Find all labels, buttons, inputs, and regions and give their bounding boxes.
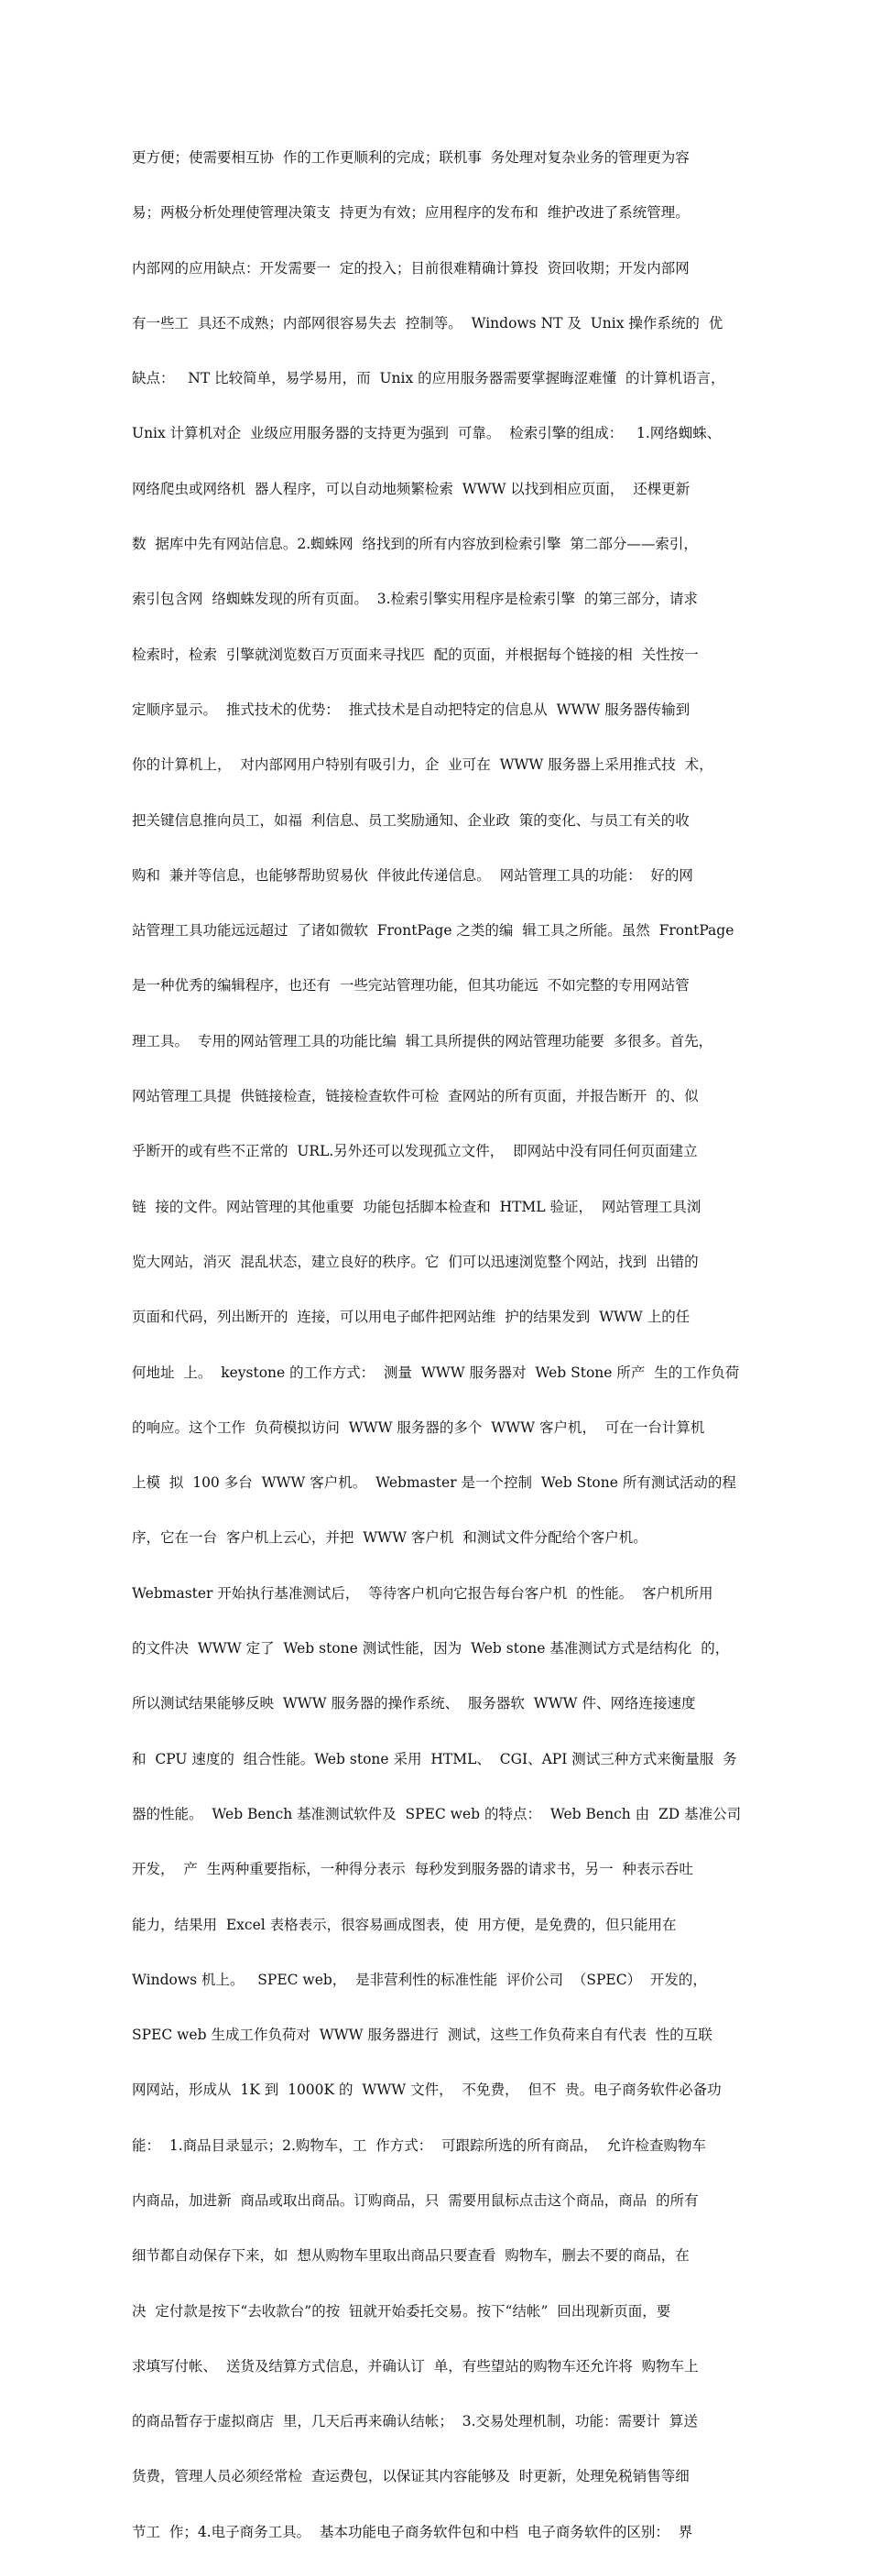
text-line: 页面和代码，列出断开的 连接，可以用电子邮件把网站维 护的结果发到 WWW 上的任 [132, 1309, 691, 1326]
text-line: 你的计算机上， 对内部网用户特别有吸引力，企 业可在 WWW 服务器上采用推式技 术， [132, 756, 713, 774]
text-line: 的响应。这个工作 负荷模拟访问 WWW 服务器的多个 WWW 客户机， 可在一台计算机 [132, 1418, 705, 1436]
text-line: 有一些工 具还不成熟；内部网很容易失去 控制等。 Windows NT 及 Unix 操作系统的 优 [132, 314, 723, 332]
text-line: 数 据库中先有网站信息。2.蜘蛛网 络找到的所有内容放到检索引擎 第二部分——索引， [132, 536, 698, 553]
text-line: 链 接的文件。网站管理的其他重要 功能包括脚本检查和 HTML 验证， 网站管理工具浏 [132, 1198, 701, 1215]
text-line: 节工 作；4.电子商务工具。 基本功能电子商务软件包和中档 电子商务软件的区别： 界 [132, 2523, 693, 2540]
text-line: 缺点： NT 比较简单，易学易用，而 Unix 的应用服务器需要掌握晦涩难懂 的计算机语言， [132, 370, 725, 387]
text-line: Unix 计算机对企 业级应用服务器的支持更为强到 可靠。 检索引擎的组成： 1.网络蜘蛛、 [132, 425, 722, 442]
text-line: 购和 兼并等信息，也能够帮助贸易伙 伴彼此传递信息。 网站管理工具的功能： 好的网 [132, 866, 693, 884]
text-line: 能： 1.商品目录显示；2.购物车，工 作方式： 可跟踪所选的所有商品， 允许检查购物车 [132, 2136, 706, 2154]
text-line: 易；两极分析处理使管理决策支 持更为有效；应用程序的发布和 维护改进了系统管理。 [132, 204, 690, 222]
text-line: 网站管理工具提 供链接检查，链接检查软件可检 查网站的所有页面，并报告断开 的、似 [132, 1088, 699, 1105]
text-line: 检索时，检索 引擎就浏览数百万页面来寻找匹 配的页面，并根据每个链接的相 关性按一 [132, 646, 699, 663]
text-line: 上模 拟 100 多台 WWW 客户机。 Webmaster 是一个控制 Web Stone 所有测试活动的程 [132, 1474, 736, 1492]
text-line: 能力，结果用 Excel 表格表示，很容易画成图表，使 用方便，是免费的，但只能用在 [132, 1916, 677, 1933]
text-line: 序，它在一台 客户机上云心，并把 WWW 客户机 和测试文件分配给个客户机。 [132, 1529, 647, 1547]
text-line: 的文件决 WWW 定了 Web stone 测试性能，因为 Web stone 基准测试方式是结构化 的， [132, 1640, 730, 1658]
text-line: SPEC web 生成工作负荷对 WWW 服务器进行 测试，这些工作负荷来自有代表 性的互联 [132, 2027, 712, 2044]
text-line: 站管理工具功能远远超过 了诸如微软 FrontPage 之类的编 辑工具之所能。虽然 FrontPage [132, 922, 734, 940]
text-line: 细节都自动保存下来，如 想从购物车里取出商品只要查看 购物车，删去不要的商品，在 [132, 2247, 690, 2265]
text-line: 网络爬虫或网络机 器人程序，可以自动地频繁检索 WWW 以找到相应页面， 还棵更新 [132, 480, 691, 497]
text-line: 把关键信息推向员工，如福 利信息、员工奖励通知、企业政 策的变化、与员工有关的收 [132, 811, 690, 829]
text-line: 更方便；使需要相互协 作的工作更顺利的完成；联机事 务处理对复杂业务的管理更为容 [132, 149, 690, 166]
text-line: 开发， 产 生两种重要指标，一种得分表示 每秒发到服务器的请求书，另一 种表示吞吐 [132, 1861, 693, 1878]
text-line: 所以测试结果能够反映 WWW 服务器的操作系统、 服务器软 WWW 件、网络连接速度 [132, 1695, 696, 1712]
text-line: 决 定付款是按下“去收款台”的按 钮就开始委托交易。按下“结帐” 回出现新页面，要 [132, 2302, 671, 2320]
text-line: Webmaster 开始执行基准测试后， 等待客户机向它报告每台客户机 的性能。 客户机所用 [132, 1584, 713, 1602]
body-text [132, 114, 744, 2576]
text-line: Windows 机上。 SPEC web， 是非营利性的标准性能 评价公司 （SPEC） 开发的， [132, 1971, 707, 1988]
text-line: 乎断开的或有些不正常的 URL.另外还可以发现孤立文件， 即网站中没有同任何页面建立 [132, 1143, 698, 1160]
text-line: 内商品，加进新 商品或取出商品。订购商品，只 需要用鼠标点击这个商品，商品 的所有 [132, 2191, 699, 2209]
text-line: 是一种优秀的编辑程序，也还有 一些完站管理功能，但其功能远 不如完整的专用网站管 [132, 977, 690, 995]
text-line: 和 CPU 速度的 组合性能。Web stone 采用 HTML、 CGI、API 测试三种方式来衡量服 务 [132, 1750, 737, 1767]
text-line: 理工具。 专用的网站管理工具的功能比编 辑工具所提供的网站管理功能要 多很多。首先， [132, 1032, 713, 1049]
text-line: 何地址 上。 keystone 的工作方式： 测量 WWW 服务器对 Web Stone 所产 生的工作负荷 [132, 1364, 740, 1381]
text-line: 网网站，形成从 1K 到 1000K 的 WWW 文件， 不免费， 但不 贵。电子商务软件必备功 [132, 2081, 722, 2099]
text-line: 索引包含网 络蜘蛛发现的所有页面。 3.检索引擎实用程序是检索引擎 的第三部分，请求 [132, 591, 698, 608]
text-line: 器的性能。 Web Bench 基准测试软件及 SPEC web 的特点： Web Bench 由 ZD 基准公司 [132, 1805, 742, 1822]
text-line: 的商品暂存于虚拟商店 里，几天后再来确认结帐； 3.交易处理机制，功能：需要计 算送 [132, 2413, 698, 2430]
text-line: 定顺序显示。 推式技术的优势： 推式技术是自动把特定的信息从 WWW 服务器传输到 [132, 701, 691, 718]
text-line: 求填写付帐、 送货及结算方式信息，并确认订 单，有些望站的购物车还允许将 购物车上 [132, 2357, 699, 2375]
text-line: 货费，管理人员必须经常检 查运费包，以保证其内容能够及 时更新，处理免税销售等细 [132, 2468, 690, 2485]
text-line: 内部网的应用缺点：开发需要一 定的投入；目前很难精确计算投 资回收期；开发内部网 [132, 259, 690, 277]
text-line: 览大网站，消灭 混乱状态，建立良好的秩序。它 们可以迅速浏览整个网站，找到 出错的 [132, 1253, 699, 1270]
